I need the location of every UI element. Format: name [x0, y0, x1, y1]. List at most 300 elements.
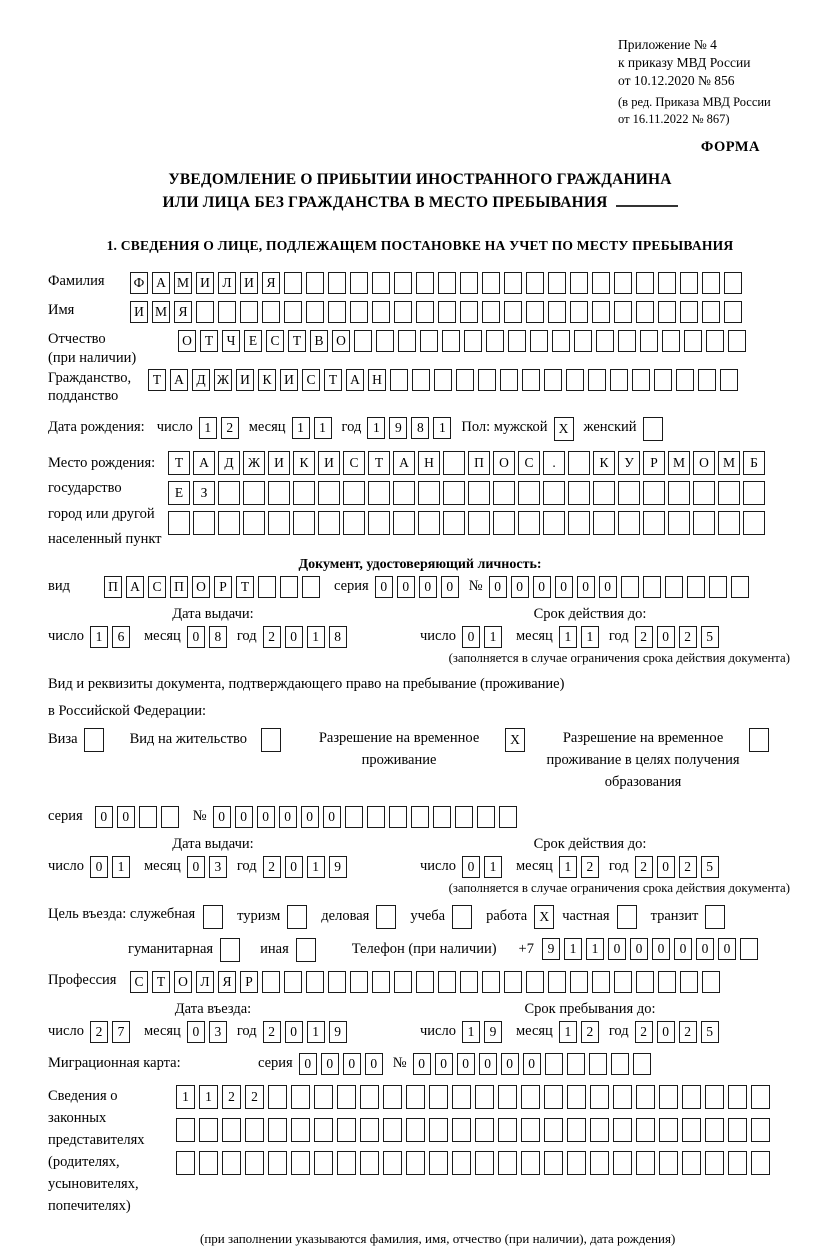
char-cell[interactable]: Я: [174, 301, 192, 323]
char-cell[interactable]: 0: [285, 626, 303, 648]
char-cell[interactable]: Ф: [130, 272, 148, 294]
char-cell[interactable]: 0: [457, 1053, 475, 1075]
char-cell[interactable]: [687, 576, 705, 598]
char-cell[interactable]: 0: [117, 806, 135, 828]
char-cell[interactable]: И: [196, 272, 214, 294]
char-cell[interactable]: И: [240, 272, 258, 294]
char-cell[interactable]: [668, 511, 690, 535]
char-cell[interactable]: 0: [235, 806, 253, 828]
char-cell[interactable]: Е: [244, 330, 262, 352]
char-cell[interactable]: 0: [413, 1053, 431, 1075]
char-cell[interactable]: 2: [679, 1021, 697, 1043]
char-cell[interactable]: [636, 1085, 655, 1109]
char-cell[interactable]: Л: [218, 272, 236, 294]
char-cell[interactable]: 1: [586, 938, 604, 960]
char-cell[interactable]: [360, 1118, 379, 1142]
char-cell[interactable]: [393, 481, 415, 505]
char-cell[interactable]: [345, 806, 363, 828]
char-cell[interactable]: А: [393, 451, 415, 475]
char-cell[interactable]: [498, 1151, 517, 1175]
char-cell[interactable]: 2: [679, 856, 697, 878]
char-cell[interactable]: [218, 481, 240, 505]
char-cell[interactable]: [337, 1151, 356, 1175]
char-cell[interactable]: [680, 272, 698, 294]
char-cell[interactable]: О: [493, 451, 515, 475]
char-cell[interactable]: [568, 511, 590, 535]
char-cell[interactable]: [636, 272, 654, 294]
char-cell[interactable]: И: [236, 369, 254, 391]
char-cell[interactable]: [592, 971, 610, 993]
char-cell[interactable]: 0: [523, 1053, 541, 1075]
char-cell[interactable]: 0: [652, 938, 670, 960]
char-cell[interactable]: [530, 330, 548, 352]
char-cell[interactable]: [280, 576, 298, 598]
char-cell[interactable]: [367, 806, 385, 828]
char-cell[interactable]: [350, 272, 368, 294]
char-cell[interactable]: [498, 1118, 517, 1142]
char-cell[interactable]: 0: [462, 856, 480, 878]
char-cell[interactable]: Т: [200, 330, 218, 352]
char-cell[interactable]: 2: [263, 856, 281, 878]
char-cell[interactable]: 3: [209, 856, 227, 878]
char-cell[interactable]: К: [293, 451, 315, 475]
char-cell[interactable]: 0: [343, 1053, 361, 1075]
char-cell[interactable]: [218, 511, 240, 535]
char-cell[interactable]: [475, 1118, 494, 1142]
char-cell[interactable]: [482, 301, 500, 323]
char-cell[interactable]: [728, 1151, 747, 1175]
char-cell[interactable]: 0: [419, 576, 437, 598]
char-cell[interactable]: 0: [321, 1053, 339, 1075]
char-cell[interactable]: [682, 1151, 701, 1175]
char-cell[interactable]: [702, 301, 720, 323]
char-cell[interactable]: [262, 971, 280, 993]
char-cell[interactable]: [262, 301, 280, 323]
char-cell[interactable]: [574, 330, 592, 352]
char-cell[interactable]: [383, 1085, 402, 1109]
char-cell[interactable]: [291, 1118, 310, 1142]
char-cell[interactable]: [682, 1118, 701, 1142]
char-cell[interactable]: [493, 481, 515, 505]
char-cell[interactable]: [702, 272, 720, 294]
char-cell[interactable]: [284, 971, 302, 993]
char-cell[interactable]: [566, 369, 584, 391]
char-cell[interactable]: [475, 1151, 494, 1175]
char-cell[interactable]: [548, 272, 566, 294]
char-cell[interactable]: [411, 806, 429, 828]
char-cell[interactable]: 0: [674, 938, 692, 960]
char-cell[interactable]: 2: [222, 1085, 241, 1109]
char-cell[interactable]: [526, 971, 544, 993]
char-cell[interactable]: [698, 369, 716, 391]
char-cell[interactable]: .: [543, 451, 565, 475]
char-cell[interactable]: [390, 369, 408, 391]
char-cell[interactable]: [199, 1151, 218, 1175]
char-cell[interactable]: [261, 728, 281, 752]
char-cell[interactable]: Ж: [214, 369, 232, 391]
char-cell[interactable]: 3: [209, 1021, 227, 1043]
char-cell[interactable]: [718, 511, 740, 535]
char-cell[interactable]: [504, 272, 522, 294]
char-cell[interactable]: 6: [112, 626, 130, 648]
char-cell[interactable]: Т: [168, 451, 190, 475]
char-cell[interactable]: [596, 330, 614, 352]
char-cell[interactable]: [640, 330, 658, 352]
char-cell[interactable]: 0: [630, 938, 648, 960]
char-cell[interactable]: [618, 481, 640, 505]
char-cell[interactable]: [416, 971, 434, 993]
char-cell[interactable]: [464, 330, 482, 352]
char-cell[interactable]: 1: [314, 417, 332, 439]
char-cell[interactable]: [168, 511, 190, 535]
char-cell[interactable]: [544, 1118, 563, 1142]
char-cell[interactable]: 0: [599, 576, 617, 598]
char-cell[interactable]: [245, 1151, 264, 1175]
char-cell[interactable]: К: [593, 451, 615, 475]
char-cell[interactable]: [593, 481, 615, 505]
char-cell[interactable]: [720, 369, 738, 391]
char-cell[interactable]: С: [343, 451, 365, 475]
char-cell[interactable]: Т: [152, 971, 170, 993]
char-cell[interactable]: [521, 1151, 540, 1175]
char-cell[interactable]: [452, 905, 472, 929]
char-cell[interactable]: 0: [555, 576, 573, 598]
char-cell[interactable]: [394, 301, 412, 323]
char-cell[interactable]: [680, 301, 698, 323]
char-cell[interactable]: [398, 330, 416, 352]
char-cell[interactable]: [568, 451, 590, 475]
char-cell[interactable]: [545, 1053, 563, 1075]
char-cell[interactable]: О: [174, 971, 192, 993]
char-cell[interactable]: [621, 576, 639, 598]
char-cell[interactable]: [709, 576, 727, 598]
char-cell[interactable]: 0: [462, 626, 480, 648]
char-cell[interactable]: 9: [484, 1021, 502, 1043]
char-cell[interactable]: [740, 938, 758, 960]
char-cell[interactable]: [544, 1085, 563, 1109]
char-cell[interactable]: А: [346, 369, 364, 391]
char-cell[interactable]: 0: [696, 938, 714, 960]
char-cell[interactable]: [544, 1151, 563, 1175]
char-cell[interactable]: [728, 330, 746, 352]
char-cell[interactable]: [284, 272, 302, 294]
char-cell[interactable]: 0: [187, 856, 205, 878]
char-cell[interactable]: 9: [329, 856, 347, 878]
char-cell[interactable]: [222, 1118, 241, 1142]
char-cell[interactable]: [296, 938, 316, 962]
char-cell[interactable]: [268, 1118, 287, 1142]
char-cell[interactable]: [618, 330, 636, 352]
char-cell[interactable]: [240, 301, 258, 323]
char-cell[interactable]: 0: [299, 1053, 317, 1075]
char-cell[interactable]: Б: [743, 451, 765, 475]
char-cell[interactable]: [328, 971, 346, 993]
char-cell[interactable]: 0: [657, 1021, 675, 1043]
char-cell[interactable]: С: [302, 369, 320, 391]
char-cell[interactable]: [318, 511, 340, 535]
char-cell[interactable]: 9: [389, 417, 407, 439]
char-cell[interactable]: 9: [329, 1021, 347, 1043]
char-cell[interactable]: [521, 1085, 540, 1109]
char-cell[interactable]: 0: [213, 806, 231, 828]
char-cell[interactable]: П: [468, 451, 490, 475]
char-cell[interactable]: 0: [279, 806, 297, 828]
char-cell[interactable]: [693, 481, 715, 505]
char-cell[interactable]: 0: [285, 856, 303, 878]
char-cell[interactable]: [354, 330, 372, 352]
char-cell[interactable]: [705, 1118, 724, 1142]
char-cell[interactable]: 1: [559, 856, 577, 878]
char-cell[interactable]: [350, 971, 368, 993]
char-cell[interactable]: [452, 1118, 471, 1142]
char-cell[interactable]: [543, 511, 565, 535]
char-cell[interactable]: М: [668, 451, 690, 475]
char-cell[interactable]: [751, 1151, 770, 1175]
char-cell[interactable]: 0: [511, 576, 529, 598]
char-cell[interactable]: [548, 971, 566, 993]
char-cell[interactable]: [443, 481, 465, 505]
char-cell[interactable]: 0: [577, 576, 595, 598]
char-cell[interactable]: [643, 417, 663, 441]
char-cell[interactable]: [592, 301, 610, 323]
char-cell[interactable]: [318, 481, 340, 505]
char-cell[interactable]: Р: [643, 451, 665, 475]
char-cell[interactable]: [84, 728, 104, 752]
char-cell[interactable]: [383, 1151, 402, 1175]
char-cell[interactable]: 2: [679, 626, 697, 648]
char-cell[interactable]: [568, 481, 590, 505]
char-cell[interactable]: 0: [533, 576, 551, 598]
char-cell[interactable]: Ч: [222, 330, 240, 352]
char-cell[interactable]: [350, 301, 368, 323]
char-cell[interactable]: [460, 272, 478, 294]
char-cell[interactable]: 2: [635, 626, 653, 648]
char-cell[interactable]: [504, 971, 522, 993]
char-cell[interactable]: Т: [368, 451, 390, 475]
char-cell[interactable]: 8: [329, 626, 347, 648]
char-cell[interactable]: [643, 576, 661, 598]
char-cell[interactable]: [636, 1151, 655, 1175]
char-cell[interactable]: [438, 971, 456, 993]
char-cell[interactable]: [636, 1118, 655, 1142]
char-cell[interactable]: 0: [323, 806, 341, 828]
char-cell[interactable]: [314, 1085, 333, 1109]
char-cell[interactable]: [567, 1053, 585, 1075]
char-cell[interactable]: [518, 511, 540, 535]
char-cell[interactable]: 1: [176, 1085, 195, 1109]
char-cell[interactable]: [610, 369, 628, 391]
char-cell[interactable]: [659, 1085, 678, 1109]
char-cell[interactable]: [590, 1151, 609, 1175]
char-cell[interactable]: 0: [90, 856, 108, 878]
char-cell[interactable]: [468, 481, 490, 505]
char-cell[interactable]: 0: [441, 576, 459, 598]
char-cell[interactable]: [161, 806, 179, 828]
char-cell[interactable]: 1: [367, 417, 385, 439]
char-cell[interactable]: [522, 369, 540, 391]
char-cell[interactable]: [368, 481, 390, 505]
char-cell[interactable]: [662, 330, 680, 352]
char-cell[interactable]: 8: [411, 417, 429, 439]
char-cell[interactable]: [220, 938, 240, 962]
char-cell[interactable]: [659, 1118, 678, 1142]
char-cell[interactable]: [658, 301, 676, 323]
char-cell[interactable]: 1: [292, 417, 310, 439]
char-cell[interactable]: [588, 369, 606, 391]
char-cell[interactable]: [372, 971, 390, 993]
char-cell[interactable]: [394, 272, 412, 294]
char-cell[interactable]: С: [518, 451, 540, 475]
char-cell[interactable]: [456, 369, 474, 391]
char-cell[interactable]: [611, 1053, 629, 1075]
char-cell[interactable]: [199, 1118, 218, 1142]
char-cell[interactable]: 1: [484, 626, 502, 648]
char-cell[interactable]: [418, 511, 440, 535]
char-cell[interactable]: [499, 806, 517, 828]
char-cell[interactable]: У: [618, 451, 640, 475]
char-cell[interactable]: 2: [90, 1021, 108, 1043]
char-cell[interactable]: [526, 301, 544, 323]
char-cell[interactable]: 7: [112, 1021, 130, 1043]
char-cell[interactable]: [360, 1151, 379, 1175]
char-cell[interactable]: [455, 806, 473, 828]
char-cell[interactable]: [682, 1085, 701, 1109]
char-cell[interactable]: [498, 1085, 517, 1109]
char-cell[interactable]: [613, 1085, 632, 1109]
char-cell[interactable]: [518, 481, 540, 505]
char-cell[interactable]: 0: [95, 806, 113, 828]
char-cell[interactable]: [328, 301, 346, 323]
char-cell[interactable]: В: [310, 330, 328, 352]
char-cell[interactable]: [420, 330, 438, 352]
char-cell[interactable]: [218, 301, 236, 323]
char-cell[interactable]: [268, 1151, 287, 1175]
char-cell[interactable]: [176, 1151, 195, 1175]
char-cell[interactable]: [452, 1151, 471, 1175]
char-cell[interactable]: О: [693, 451, 715, 475]
char-cell[interactable]: 0: [365, 1053, 383, 1075]
char-cell[interactable]: [593, 511, 615, 535]
char-cell[interactable]: 5: [701, 626, 719, 648]
char-cell[interactable]: [614, 971, 632, 993]
char-cell[interactable]: [438, 272, 456, 294]
char-cell[interactable]: С: [148, 576, 166, 598]
char-cell[interactable]: 0: [501, 1053, 519, 1075]
char-cell[interactable]: [751, 1118, 770, 1142]
char-cell[interactable]: [743, 481, 765, 505]
char-cell[interactable]: 2: [635, 1021, 653, 1043]
char-cell[interactable]: Т: [236, 576, 254, 598]
char-cell[interactable]: О: [332, 330, 350, 352]
char-cell[interactable]: [589, 1053, 607, 1075]
char-cell[interactable]: М: [174, 272, 192, 294]
char-cell[interactable]: [293, 481, 315, 505]
char-cell[interactable]: [406, 1085, 425, 1109]
char-cell[interactable]: [567, 1151, 586, 1175]
char-cell[interactable]: [676, 369, 694, 391]
char-cell[interactable]: [617, 905, 637, 929]
char-cell[interactable]: [482, 971, 500, 993]
char-cell[interactable]: 0: [657, 856, 675, 878]
char-cell[interactable]: О: [178, 330, 196, 352]
char-cell[interactable]: 2: [221, 417, 239, 439]
char-cell[interactable]: [438, 301, 456, 323]
char-cell[interactable]: 0: [397, 576, 415, 598]
char-cell[interactable]: [718, 481, 740, 505]
char-cell[interactable]: [482, 272, 500, 294]
char-cell[interactable]: [394, 971, 412, 993]
char-cell[interactable]: [659, 1151, 678, 1175]
char-cell[interactable]: [314, 1118, 333, 1142]
char-cell[interactable]: [343, 511, 365, 535]
char-cell[interactable]: [243, 481, 265, 505]
char-cell[interactable]: [751, 1085, 770, 1109]
char-cell[interactable]: [477, 806, 495, 828]
char-cell[interactable]: [658, 272, 676, 294]
char-cell[interactable]: Ж: [243, 451, 265, 475]
char-cell[interactable]: [614, 272, 632, 294]
char-cell[interactable]: А: [170, 369, 188, 391]
char-cell[interactable]: 0: [301, 806, 319, 828]
char-cell[interactable]: [412, 369, 430, 391]
char-cell[interactable]: [433, 806, 451, 828]
char-cell[interactable]: [383, 1118, 402, 1142]
char-cell[interactable]: [302, 576, 320, 598]
char-cell[interactable]: [360, 1085, 379, 1109]
char-cell[interactable]: [193, 511, 215, 535]
char-cell[interactable]: 1: [433, 417, 451, 439]
char-cell[interactable]: 1: [307, 1021, 325, 1043]
char-cell[interactable]: [493, 511, 515, 535]
char-cell[interactable]: [176, 1118, 195, 1142]
char-cell[interactable]: [706, 330, 724, 352]
char-cell[interactable]: 2: [635, 856, 653, 878]
char-cell[interactable]: [443, 451, 465, 475]
char-cell[interactable]: 0: [375, 576, 393, 598]
char-cell[interactable]: [552, 330, 570, 352]
char-cell[interactable]: [614, 301, 632, 323]
char-cell[interactable]: [680, 971, 698, 993]
char-cell[interactable]: 1: [462, 1021, 480, 1043]
char-cell[interactable]: [636, 971, 654, 993]
char-cell[interactable]: Я: [218, 971, 236, 993]
char-cell[interactable]: [702, 971, 720, 993]
char-cell[interactable]: [618, 511, 640, 535]
char-cell[interactable]: [654, 369, 672, 391]
char-cell[interactable]: И: [280, 369, 298, 391]
char-cell[interactable]: Д: [192, 369, 210, 391]
char-cell[interactable]: 0: [657, 626, 675, 648]
char-cell[interactable]: [636, 301, 654, 323]
char-cell[interactable]: 2: [581, 1021, 599, 1043]
char-cell[interactable]: 0: [187, 1021, 205, 1043]
char-cell[interactable]: [590, 1118, 609, 1142]
char-cell[interactable]: П: [170, 576, 188, 598]
char-cell[interactable]: [452, 1085, 471, 1109]
char-cell[interactable]: X: [554, 417, 574, 441]
char-cell[interactable]: [728, 1085, 747, 1109]
char-cell[interactable]: [368, 511, 390, 535]
char-cell[interactable]: [372, 301, 390, 323]
char-cell[interactable]: О: [192, 576, 210, 598]
char-cell[interactable]: Р: [240, 971, 258, 993]
char-cell[interactable]: [314, 1151, 333, 1175]
char-cell[interactable]: [570, 971, 588, 993]
char-cell[interactable]: [203, 905, 223, 929]
char-cell[interactable]: [416, 272, 434, 294]
char-cell[interactable]: [139, 806, 157, 828]
char-cell[interactable]: [376, 905, 396, 929]
